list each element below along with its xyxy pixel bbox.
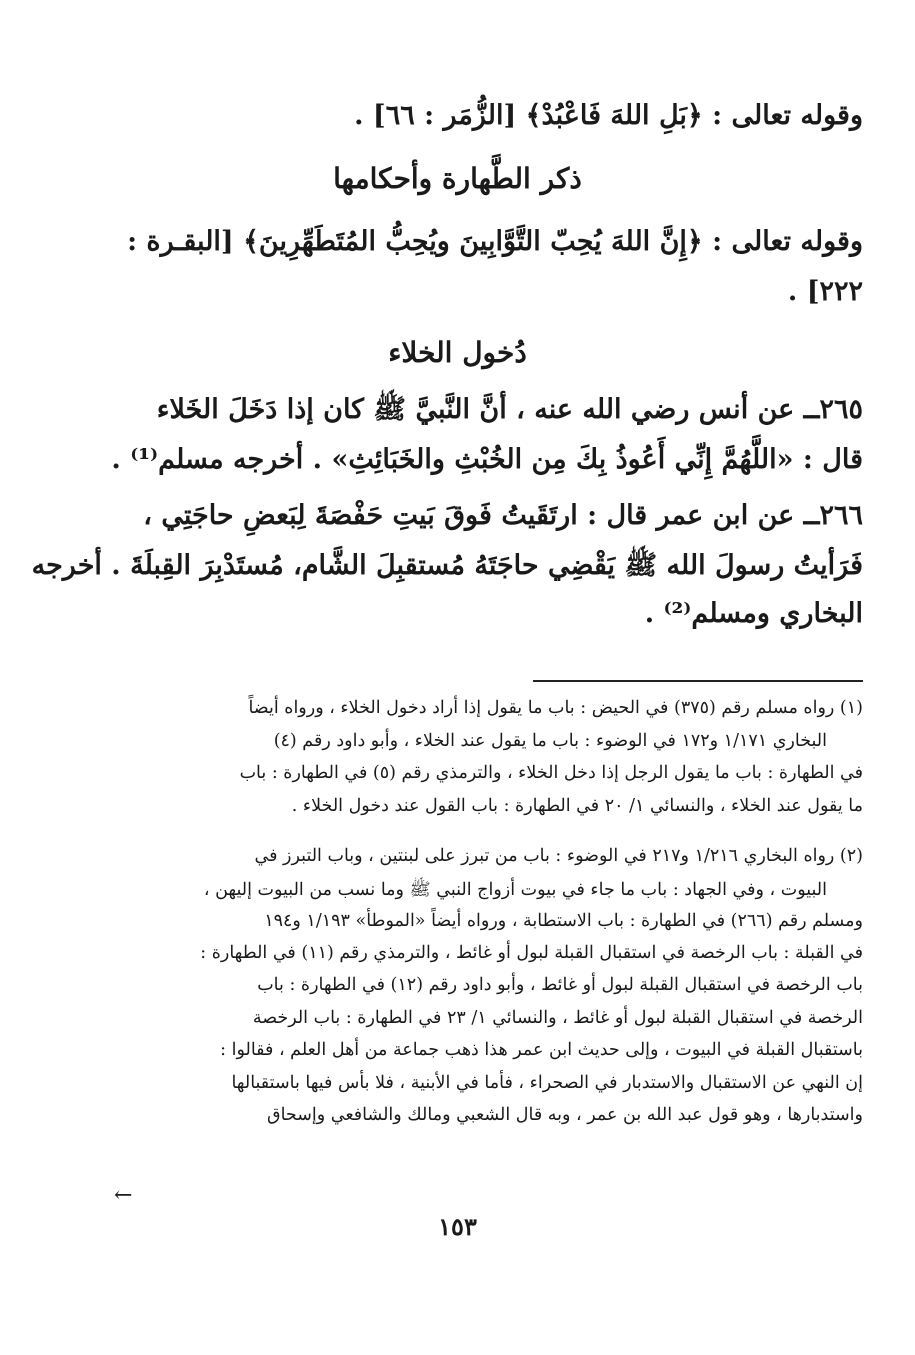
footnote-2-line-5: باب الرخصة في استقبال القبلة لبول أو غائط ، وأبو داود رقم (١٢) في الطهارة : باب: [257, 975, 863, 995]
footnote-1-line-3: في الطهارة : باب ما يقول الرجل إذا دخل الخلاء ، والترمذي رقم (٥) في الطهارة : باب: [239, 763, 863, 783]
verse-line-baqara: وقوله تعالى : ﴿إِنَّ اللهَ يُحِبّ التَّوَّابِينَ ويُحِبُّ المُتَطَهِّرِينَ﴾ [البقـرة :: [127, 226, 863, 257]
footnote-2-line-2: البيوت ، وفي الجهاد : باب ما جاء في بيوت أزواج النبي ﷺ وما نسب من البيوت إليهن ،: [203, 880, 827, 900]
footnote-separator: [533, 680, 863, 682]
section-heading-khala: دُخول الخلاء: [388, 336, 527, 369]
footnote-2-line-7: باستقبال القبلة في البيوت ، وإلى حديث ابن عمر هذا ذهب جماعة من أهل العلم ، فقالوا :: [220, 1040, 863, 1060]
footnote-1-line-1: (١) رواه مسلم رقم (٣٧٥) في الحيض : باب ما يقول إذا أراد دخول الخلاء ، ورواه أيضاً: [248, 698, 863, 718]
verse-line-baqara-cont: ٢٢٢] .: [787, 276, 863, 307]
hadith-265-line-1: ٢٦٥ــ عن أنس رضي الله عنه ، أنَّ النَّبيَّ ﷺ كان إذا دَخَلَ الخَلاء: [156, 394, 863, 425]
footnote-2-line-9: واستدبارها ، وهو قول عبد الله بن عمر ، وبه قال الشعبي ومالك والشافعي وإسحاق: [267, 1105, 863, 1125]
section-heading-tahara: ذكر الطَّهارة وأحكامها: [333, 162, 582, 195]
footnote-2-line-3: ومسلم رقم (٢٦٦) في الطهارة : باب الاستطابة ، ورواه أيضاً «الموطأ» ١/١٩٣ و١٩٤: [264, 911, 863, 931]
verse-line-zumar: وقوله تعالى : ﴿بَلِ اللهَ فَاعْبُدْ﴾ [الزُّمَر : ٦٦] .: [354, 100, 863, 131]
hadith-266-line-1: ٢٦٦ــ عن ابن عمر قال : ارتَقَيتُ فَوقَ بَيتِ حَفْصَةَ لِبَعضِ حاجَتِي ،: [143, 500, 863, 531]
hadith-265-line-2: قال : «اللَّهُمَّ إِنِّي أَعُوذُ بِكَ مِن الخُبْثِ والخَبَائِثِ» . أخرجه مسلم⁽¹⁾ .: [111, 444, 863, 475]
continuation-arrow-icon: ←: [114, 1183, 133, 1208]
footnote-1-line-4: ما يقول عند الخلاء ، والنسائي ١/ ٢٠ في الطهارة : باب القول عند دخول الخلاء .: [291, 796, 863, 816]
footnote-2-line-6: الرخصة في استقبال القبلة لبول أو غائط ، والنسائي ١/ ٢٣ في الطهارة : باب الرخصة: [252, 1008, 863, 1028]
footnote-2-line-1: (٢) رواه البخاري ١/٢١٦ و٢١٧ في الوضوء : باب من تبرز على لبنتين ، وباب التبرز في: [254, 846, 863, 866]
footnote-2-line-4: في القبلة : باب الرخصة في استقبال القبلة لبول أو غائط ، والترمذي رقم (١١) في الطهارة :: [200, 943, 863, 963]
footnote-1-line-2: البخاري ١/١٧١ و١٧٢ في الوضوء : باب ما يقول عند الخلاء ، وأبو داود رقم (٤): [273, 731, 827, 751]
page-number: ١٥٣: [438, 1212, 477, 1241]
footnote-2-line-8: إن النهي عن الاستقبال والاستدبار في الصحراء ، فأما في الأبنية ، فلا بأس فيها باستقبالها: [231, 1073, 863, 1093]
hadith-266-line-3: البخاري ومسلم⁽²⁾ .: [644, 598, 863, 629]
hadith-266-line-2: فَرَأيتُ رسولَ الله ﷺ يَقْضِي حاجَتَهُ مُستقبِلَ الشَّام، مُستَدْبِرَ القِبلَةَ . أخرجه: [31, 550, 863, 581]
